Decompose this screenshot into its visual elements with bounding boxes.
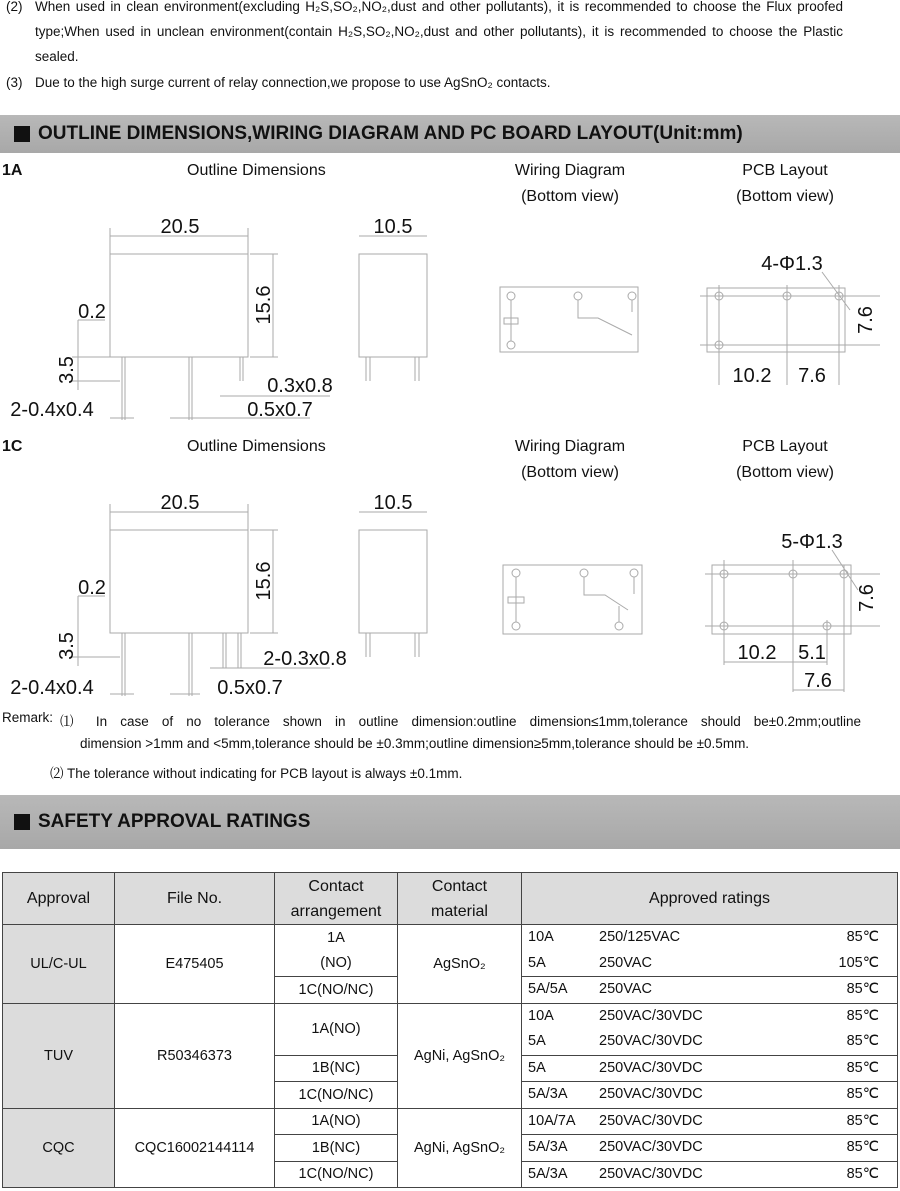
- note-number: (3): [6, 75, 23, 90]
- pcb-dim-h3: 7.6: [804, 670, 832, 692]
- rating-cell: [522, 1055, 898, 1082]
- table-row: [3, 1108, 898, 1135]
- rating-voltage: 250VAC: [599, 981, 652, 997]
- wiring-diagram-1c: [503, 565, 642, 634]
- dim-pin-a: 2-0.3x0.8: [263, 648, 347, 670]
- outline-label: Outline Dimensions: [187, 438, 326, 455]
- rating-current: 5A: [528, 1033, 546, 1049]
- pcb-dim-h1: 10.2: [732, 365, 772, 387]
- outline-label: Outline Dimensions: [187, 162, 326, 179]
- rating-current: 5A: [528, 954, 546, 971]
- contact-material-cell: AgSnO₂: [398, 925, 522, 1004]
- contact-arrangement-cell: 1C(NO/NC): [275, 1161, 398, 1188]
- pcb-layout-1a: [700, 253, 880, 387]
- rating-voltage: 250VAC/30VDC: [599, 1086, 703, 1102]
- contact-material-cell: AgNi, AgSnO₂: [398, 1003, 522, 1108]
- rating-current: 5A/3A: [528, 1139, 568, 1155]
- dim-pin-b: 2-0.4x0.4: [10, 677, 94, 699]
- note-text: When used in clean environment(excluding H₂S,SO₂,NO₂,dust and other pollutants), it is recommended to choose the Flux proofed type;When used in unclean environment(contain H₂S,SO₂,NO₂,dust and other pollutants), it is recommended to choose the Plastic sealed.: [35, 0, 843, 64]
- rating-voltage: 250VAC/30VDC: [599, 1112, 703, 1129]
- rating-temperature: 85℃: [846, 1033, 879, 1049]
- section-banner-safety: [0, 795, 900, 849]
- rating-current: 5A/5A: [528, 981, 568, 997]
- dim-pin-length: 3.5: [56, 356, 78, 384]
- rating-cell: [522, 1082, 898, 1109]
- note-text: Due to the high surge current of relay connection,we propose to use AgSnO₂ contacts.: [35, 75, 551, 90]
- header-file-no: File No.: [115, 873, 275, 925]
- dim-height: 15.6: [253, 561, 275, 601]
- section-title: OUTLINE DIMENSIONS,WIRING DIAGRAM AND PC BOARD LAYOUT(Unit:mm): [38, 123, 743, 144]
- rating-cell: [522, 951, 898, 977]
- rating-cell: [522, 1135, 898, 1162]
- dim-pin-c: 0.5x0.7: [247, 399, 313, 421]
- rating-temperature: 85℃: [846, 1059, 879, 1076]
- rating-current: 10A: [528, 1007, 554, 1024]
- remark-item-1-cont: dimension >1mm and <5mm,tolerance should be ±0.3mm;outline dimension≥5mm,tolerance should be ±0.5mm.: [80, 736, 750, 751]
- approval-cell: UL/C-UL: [3, 925, 115, 1004]
- pcb-dim-h2: 7.6: [798, 365, 826, 387]
- dim-width: 20.5: [160, 492, 200, 514]
- square-bullet-icon: [14, 814, 30, 830]
- header-approved-ratings: Approved ratings: [522, 873, 898, 925]
- table-row: [3, 1003, 898, 1029]
- pcb-dim-vertical: 7.6: [855, 306, 877, 334]
- remark-item-1: ⑴ In case of no tolerance shown in outline dimension:outline dimension≤1mm,tolerance should be±0.2mm;outline: [60, 714, 861, 729]
- pcb-holes: 5-Φ1.3: [781, 531, 843, 553]
- contact-arrangement-cell: 1B(NC): [275, 1055, 398, 1082]
- variant-label-1c: 1C: [2, 438, 23, 455]
- safety-ratings-table: [2, 872, 898, 1188]
- rating-voltage: 250VAC: [599, 954, 652, 971]
- dim-width: 20.5: [160, 216, 200, 238]
- rating-temperature: 85℃: [846, 1165, 879, 1182]
- dim-height: 15.6: [253, 285, 275, 325]
- pcb-sublabel: (Bottom view): [736, 464, 834, 481]
- pcb-label: PCB Layout: [742, 438, 828, 455]
- wiring-label: Wiring Diagram: [514, 438, 626, 455]
- pcb-holes: 4-Φ1.3: [761, 253, 823, 275]
- rating-voltage: 250VAC/30VDC: [599, 1139, 703, 1155]
- dim-pin-length: 3.5: [56, 632, 78, 660]
- wiring-label: Wiring Diagram: [514, 162, 626, 179]
- file-no-cell: CQC16002144114: [115, 1108, 275, 1188]
- outline-drawing-1a: [10, 216, 427, 421]
- rating-temperature: 85℃: [846, 981, 879, 997]
- pcb-dim-h1: 10.2: [737, 642, 777, 664]
- rating-cell: [522, 1029, 898, 1055]
- pcb-sublabel: (Bottom view): [736, 188, 834, 205]
- section-title: SAFETY APPROVAL RATINGS: [38, 811, 311, 832]
- contact-arrangement-cell: 1A(NO): [275, 1003, 398, 1055]
- dim-depth: 10.5: [373, 216, 413, 238]
- rating-voltage: 250VAC/30VDC: [599, 1165, 703, 1182]
- approval-cell: TUV: [3, 1003, 115, 1108]
- dim-pin-a: 0.3x0.8: [267, 375, 333, 397]
- rating-current: 5A: [528, 1059, 546, 1076]
- dim-pin-c: 0.5x0.7: [217, 677, 283, 699]
- contact-arrangement-cell: 1C(NO/NC): [275, 1082, 398, 1109]
- rating-temperature: 105℃: [838, 954, 879, 971]
- remark-item-2: ⑵ The tolerance without indicating for PCB layout is always ±0.1mm.: [50, 766, 463, 781]
- rating-temperature: 85℃: [846, 1112, 879, 1129]
- wiring-sublabel: (Bottom view): [521, 188, 619, 205]
- rating-voltage: 250VAC/30VDC: [599, 1059, 703, 1076]
- dim-gap: 0.2: [78, 301, 106, 323]
- contact-material-cell: AgNi, AgSnO₂: [398, 1108, 522, 1188]
- rating-cell: [522, 1108, 898, 1135]
- rating-temperature: 85℃: [846, 1086, 879, 1102]
- dim-pin-b: 2-0.4x0.4: [10, 399, 94, 421]
- file-no-cell: E475405: [115, 925, 275, 1004]
- table-row: [3, 925, 898, 951]
- variant-label-1a: 1A: [2, 162, 23, 179]
- rating-voltage: 250VAC/30VDC: [599, 1033, 703, 1049]
- rating-current: 5A/3A: [528, 1086, 568, 1102]
- contact-arrangement-cell: 1B(NC): [275, 1135, 398, 1162]
- header-contact-arrangement: Contact arrangement: [275, 873, 398, 925]
- file-no-cell: R50346373: [115, 1003, 275, 1108]
- rating-temperature: 85℃: [846, 929, 879, 945]
- wiring-diagram-1a: [500, 287, 638, 352]
- dim-gap: 0.2: [78, 577, 106, 599]
- pcb-dim-vertical: 7.6: [856, 584, 878, 612]
- rating-temperature: 85℃: [846, 1007, 879, 1024]
- rating-cell: [522, 1161, 898, 1188]
- rating-temperature: 85℃: [846, 1139, 879, 1155]
- rating-cell: [522, 925, 898, 951]
- rating-voltage: 250/125VAC: [599, 929, 681, 945]
- dim-depth: 10.5: [373, 492, 413, 514]
- note-number: (2): [6, 0, 23, 14]
- rating-current: 10A: [528, 929, 554, 945]
- pcb-dim-h2: 5.1: [798, 642, 826, 664]
- pcb-label: PCB Layout: [742, 162, 828, 179]
- contact-arrangement-cell: 1A(NO): [275, 1108, 398, 1135]
- table-header-row: [3, 873, 898, 925]
- contact-arrangement-cell: 1C(NO/NC): [275, 977, 398, 1004]
- rating-cell: [522, 977, 898, 1004]
- rating-voltage: 250VAC/30VDC: [599, 1007, 703, 1024]
- pcb-layout-1c: [705, 531, 880, 692]
- contact-arrangement-cell: 1A (NO): [275, 925, 398, 977]
- rating-current: 10A/7A: [528, 1112, 576, 1129]
- outline-drawing-1c: [10, 492, 427, 699]
- header-approval: Approval: [3, 873, 115, 925]
- approval-cell: CQC: [3, 1108, 115, 1188]
- header-contact-material: Contact material: [398, 873, 522, 925]
- remark-label: Remark:: [2, 710, 54, 725]
- rating-current: 5A/3A: [528, 1165, 568, 1182]
- wiring-sublabel: (Bottom view): [521, 464, 619, 481]
- rating-cell: [522, 1003, 898, 1029]
